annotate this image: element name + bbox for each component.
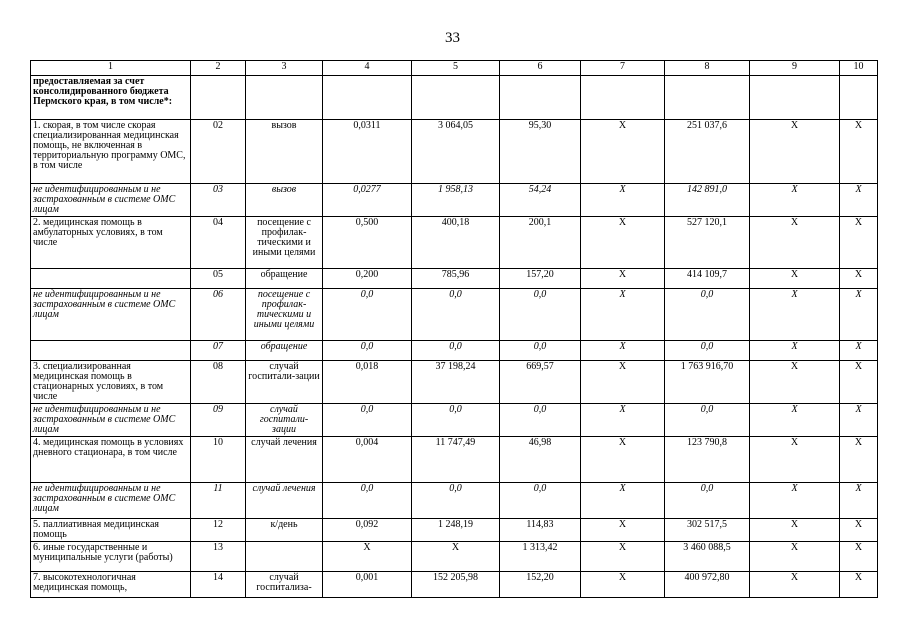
value-cell: 251 037,6 (665, 120, 750, 184)
value-cell: X (840, 483, 878, 519)
value-cell: 1 313,42 (500, 542, 581, 572)
value-cell: 0,0 (412, 483, 500, 519)
value-cell: X (581, 542, 665, 572)
row-unit-cell: вызов (246, 120, 323, 184)
value-cell (323, 76, 412, 120)
table-row (31, 217, 878, 269)
value-cell: X (840, 217, 878, 269)
row-name-cell: 1. скорая, в том числе скорая специализированная медицинская помощь, не включенная в территориальную программу ОМС, в том числе (31, 120, 191, 184)
row-unit-cell: посещение с профилак-тическими и иными целями (246, 289, 323, 341)
value-cell: 95,30 (500, 120, 581, 184)
value-cell: 785,96 (412, 269, 500, 289)
row-name-cell: 4. медицинская помощь в условиях дневного стационара, в том числе (31, 437, 191, 483)
row-unit-cell: обращение (246, 341, 323, 361)
row-unit-cell: случай лечения (246, 437, 323, 483)
value-cell: X (412, 542, 500, 572)
header-cell: 5 (412, 61, 500, 76)
table-row (31, 120, 878, 184)
value-cell: 669,57 (500, 361, 581, 404)
row-unit-cell: посещение с профилак-тическими и иными целями (246, 217, 323, 269)
value-cell: 527 120,1 (665, 217, 750, 269)
value-cell: X (840, 269, 878, 289)
page-number: 33 (445, 30, 460, 46)
value-cell: X (581, 120, 665, 184)
value-cell: 1 763 916,70 (665, 361, 750, 404)
row-code-cell: 04 (191, 217, 246, 269)
value-cell: 0,0 (323, 404, 412, 437)
value-cell: 0,500 (323, 217, 412, 269)
value-cell (665, 76, 750, 120)
table-row (31, 404, 878, 437)
row-name-cell: не идентифицированным и не застрахованным в системе ОМС лицам (31, 184, 191, 217)
row-name-cell: 6. иные государственные и муниципальные услуги (работы) (31, 542, 191, 572)
row-unit-cell: вызов (246, 184, 323, 217)
value-cell: X (750, 519, 840, 542)
row-code-cell (191, 76, 246, 120)
value-cell: 0,0 (500, 289, 581, 341)
value-cell: X (581, 361, 665, 404)
value-cell: 0,200 (323, 269, 412, 289)
value-cell: X (840, 404, 878, 437)
value-cell: 302 517,5 (665, 519, 750, 542)
value-cell: 157,20 (500, 269, 581, 289)
value-cell: X (840, 437, 878, 483)
value-cell: 0,018 (323, 361, 412, 404)
row-unit-cell: случай госпитали-зации (246, 361, 323, 404)
value-cell: X (750, 404, 840, 437)
table-row (31, 289, 878, 341)
value-cell: 0,0311 (323, 120, 412, 184)
table-row (31, 437, 878, 483)
value-cell: X (840, 184, 878, 217)
value-cell: X (750, 341, 840, 361)
value-cell: X (840, 120, 878, 184)
header-cell: 9 (750, 61, 840, 76)
row-name-cell: не идентифицированным и не застрахованным в системе ОМС лицам (31, 404, 191, 437)
value-cell: 37 198,24 (412, 361, 500, 404)
value-cell: 0,0 (323, 289, 412, 341)
row-name-cell (31, 269, 191, 289)
row-code-cell: 10 (191, 437, 246, 483)
value-cell: X (840, 361, 878, 404)
value-cell (500, 76, 581, 120)
value-cell: 152,20 (500, 572, 581, 598)
value-cell: X (840, 572, 878, 598)
value-cell: X (581, 341, 665, 361)
value-cell: X (840, 542, 878, 572)
value-cell: 0,0 (412, 341, 500, 361)
value-cell: X (581, 572, 665, 598)
row-code-cell: 09 (191, 404, 246, 437)
value-cell: 11 747,49 (412, 437, 500, 483)
value-cell: 46,98 (500, 437, 581, 483)
header-cell: 3 (246, 61, 323, 76)
value-cell: X (750, 572, 840, 598)
row-code-cell: 05 (191, 269, 246, 289)
row-unit-cell (246, 76, 323, 120)
value-cell: 54,24 (500, 184, 581, 217)
value-cell: 400,18 (412, 217, 500, 269)
value-cell: 414 109,7 (665, 269, 750, 289)
value-cell: X (581, 437, 665, 483)
table-row (31, 184, 878, 217)
value-cell: 142 891,0 (665, 184, 750, 217)
value-cell: 0,0 (665, 289, 750, 341)
header-cell: 2 (191, 61, 246, 76)
value-cell: X (581, 184, 665, 217)
value-cell: X (750, 542, 840, 572)
header-cell: 10 (840, 61, 878, 76)
row-code-cell: 08 (191, 361, 246, 404)
value-cell: 1 958,13 (412, 184, 500, 217)
value-cell: 0,0 (665, 341, 750, 361)
table-header-row (31, 61, 878, 76)
value-cell: 0,004 (323, 437, 412, 483)
value-cell: 0,0 (500, 341, 581, 361)
table-body (31, 61, 878, 598)
row-name-cell: 2. медицинская помощь в амбулаторных условиях, в том числе (31, 217, 191, 269)
table-row (31, 483, 878, 519)
value-cell: 0,001 (323, 572, 412, 598)
value-cell: X (840, 341, 878, 361)
value-cell (840, 76, 878, 120)
row-unit-cell: случай госпитализа- (246, 572, 323, 598)
value-cell: X (750, 483, 840, 519)
value-cell: X (750, 120, 840, 184)
value-cell: X (840, 519, 878, 542)
value-cell: X (750, 184, 840, 217)
row-name-cell: предоставляемая за счет консолидированного бюджета Пермского края, в том числе*: (31, 76, 191, 120)
header-cell: 7 (581, 61, 665, 76)
row-unit-cell: случай госпитали-зации (246, 404, 323, 437)
table-row (31, 542, 878, 572)
value-cell: 123 790,8 (665, 437, 750, 483)
value-cell: 152 205,98 (412, 572, 500, 598)
table-row (31, 341, 878, 361)
row-name-cell: не идентифицированным и не застрахованным в системе ОМС лицам (31, 483, 191, 519)
header-cell: 4 (323, 61, 412, 76)
value-cell: 0,092 (323, 519, 412, 542)
table-row (31, 519, 878, 542)
value-cell: X (750, 269, 840, 289)
value-cell: 0,0 (323, 341, 412, 361)
row-code-cell: 06 (191, 289, 246, 341)
table-row (31, 572, 878, 598)
value-cell: 114,83 (500, 519, 581, 542)
data-table (30, 60, 878, 598)
value-cell: X (323, 542, 412, 572)
row-name-cell: 3. специализированная медицинская помощь в стационарных условиях, в том числе (31, 361, 191, 404)
table-row (31, 269, 878, 289)
row-unit-cell: обращение (246, 269, 323, 289)
value-cell: 0,0 (412, 289, 500, 341)
row-code-cell: 03 (191, 184, 246, 217)
row-name-cell: 7. высокотехнологичная медицинская помощь, (31, 572, 191, 598)
row-code-cell: 13 (191, 542, 246, 572)
value-cell: X (581, 404, 665, 437)
row-code-cell: 11 (191, 483, 246, 519)
value-cell: 0,0 (500, 483, 581, 519)
value-cell: X (581, 519, 665, 542)
value-cell (750, 76, 840, 120)
row-name-cell: не идентифицированным и не застрахованным в системе ОМС лицам (31, 289, 191, 341)
value-cell: 0,0 (665, 483, 750, 519)
row-unit-cell: случай лечения (246, 483, 323, 519)
value-cell: 200,1 (500, 217, 581, 269)
value-cell: X (581, 269, 665, 289)
header-cell: 6 (500, 61, 581, 76)
value-cell: X (840, 289, 878, 341)
value-cell: 0,0 (323, 483, 412, 519)
row-name-cell: 5. паллиативная медицинская помощь (31, 519, 191, 542)
value-cell: 0,0277 (323, 184, 412, 217)
value-cell: 1 248,19 (412, 519, 500, 542)
value-cell: 3 064,05 (412, 120, 500, 184)
value-cell (412, 76, 500, 120)
value-cell: 3 460 088,5 (665, 542, 750, 572)
value-cell: X (581, 483, 665, 519)
row-code-cell: 02 (191, 120, 246, 184)
row-code-cell: 14 (191, 572, 246, 598)
value-cell: 0,0 (665, 404, 750, 437)
value-cell: X (581, 289, 665, 341)
table-row (31, 76, 878, 120)
row-name-cell (31, 341, 191, 361)
value-cell: 0,0 (412, 404, 500, 437)
value-cell: X (581, 217, 665, 269)
value-cell: X (750, 361, 840, 404)
value-cell: X (750, 289, 840, 341)
row-unit-cell: к/день (246, 519, 323, 542)
value-cell: X (750, 217, 840, 269)
row-unit-cell (246, 542, 323, 572)
value-cell: 400 972,80 (665, 572, 750, 598)
value-cell: 0,0 (500, 404, 581, 437)
value-cell: X (750, 437, 840, 483)
value-cell (581, 76, 665, 120)
header-cell: 1 (31, 61, 191, 76)
header-cell: 8 (665, 61, 750, 76)
row-code-cell: 07 (191, 341, 246, 361)
table-row (31, 361, 878, 404)
row-code-cell: 12 (191, 519, 246, 542)
